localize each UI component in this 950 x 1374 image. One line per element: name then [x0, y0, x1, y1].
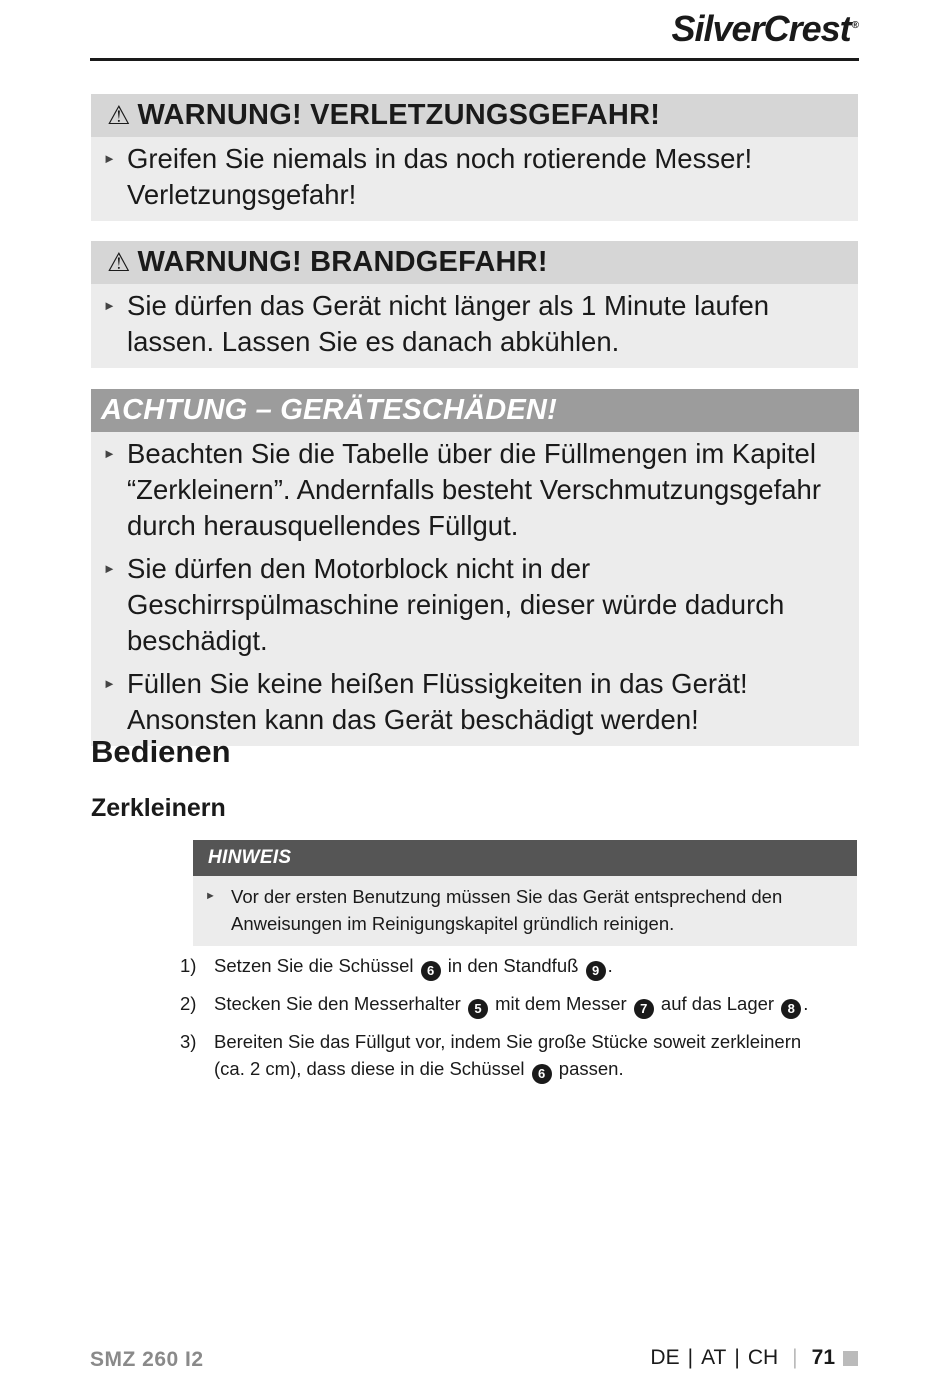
- warning-triangle-icon: ⚠: [107, 247, 131, 277]
- page-marker-square: [843, 1351, 858, 1366]
- steps-list: [180, 952, 820, 1084]
- part-number-badge: 8: [781, 999, 801, 1019]
- warning-box-fire: [91, 241, 858, 368]
- part-number-badge: 6: [421, 961, 441, 981]
- note-box: [193, 840, 857, 946]
- bullet-arrow-icon: ►: [103, 298, 116, 313]
- list-item: ► Füllen Sie keine heißen Flüssigkeiten in das Gerät! Ansonsten kann das Gerät beschädigt werden!: [103, 666, 843, 738]
- warning-triangle-icon: ⚠: [107, 100, 131, 130]
- list-item: ► Beachten Sie die Tabelle über die Füllmengen im Kapitel “Zerkleinern”. Andernfalls besteht Verschmutzungsgefahr durch herausquellendes Füllgut.: [103, 436, 843, 544]
- warning-title: ⚠ WARNUNG! BRANDGEFAHR!: [91, 241, 858, 284]
- footer-country: AT: [701, 1346, 727, 1369]
- bullet-arrow-icon: ►: [103, 561, 116, 576]
- bullet-arrow-icon: ►: [103, 446, 116, 461]
- header-rule: [90, 58, 859, 61]
- page-number: 71: [811, 1346, 835, 1369]
- footer-country: CH: [747, 1346, 779, 1369]
- note-text: Vor der ersten Benutzung müssen Sie das Gerät entsprechend den Anweisungen im Reinigungskapitel gründlich reinigen.: [231, 886, 783, 934]
- subsection-title: Zerkleinern: [91, 794, 226, 822]
- step-item: 3) Bereiten Sie das Füllgut vor, indem Sie große Stücke soweit zerkleinern (ca. 2 cm), dass diese in die Schüssel 6 passen.: [180, 1028, 820, 1084]
- brand-logo: SilverCrest®: [671, 8, 858, 49]
- bullet-arrow-icon: ►: [205, 890, 216, 902]
- part-number-badge: 5: [468, 999, 488, 1019]
- bullet-arrow-icon: ►: [103, 676, 116, 691]
- part-number-badge: 6: [532, 1064, 552, 1084]
- footer-country: DE: [650, 1346, 680, 1369]
- warning-title: ⚠ WARNUNG! VERLETZUNGSGEFAHR!: [91, 94, 858, 137]
- part-number-badge: 9: [586, 961, 606, 981]
- caution-title: ACHTUNG – GERÄTESCHÄDEN!: [91, 389, 859, 432]
- caution-box: [91, 389, 859, 746]
- bullet-arrow-icon: ►: [103, 151, 116, 166]
- note-title: HINWEIS: [193, 840, 857, 876]
- part-number-badge: 7: [634, 999, 654, 1019]
- list-item: ► Sie dürfen das Gerät nicht länger als 1 Minute laufen lassen. Lassen Sie es danach abkühlen.: [103, 288, 842, 360]
- list-item: ► Sie dürfen den Motorblock nicht in der Geschirrspülmaschine reinigen, dieser würde dadurch beschädigt.: [103, 551, 843, 659]
- footer-page-info: DE | AT | CH | 71: [650, 1346, 858, 1370]
- section-title: Bedienen: [91, 734, 231, 769]
- warning-box-injury: [91, 94, 858, 221]
- footer-model: SMZ 260 I2: [90, 1348, 204, 1371]
- step-item: 2) Stecken Sie den Messerhalter 5 mit dem Messer 7 auf das Lager 8 .: [180, 990, 820, 1019]
- step-item: 1) Setzen Sie die Schüssel 6 in den Standfuß 9 .: [180, 952, 820, 981]
- list-item: ► Greifen Sie niemals in das noch rotierende Messer! Verletzungsgefahr!: [103, 141, 842, 213]
